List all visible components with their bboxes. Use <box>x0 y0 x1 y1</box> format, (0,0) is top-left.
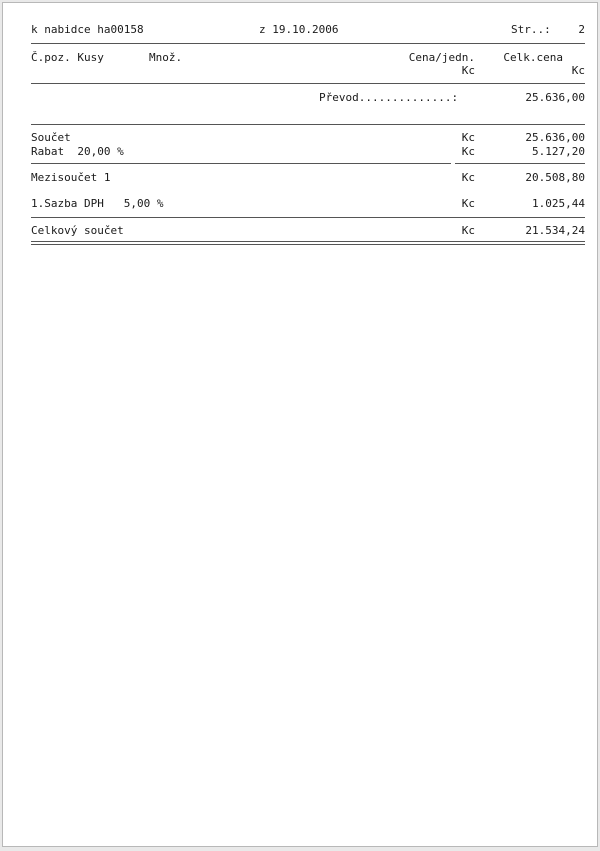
discount-value: 5.127,20 <box>532 145 585 158</box>
vat-label: 1.Sazba DPH 5,00 % <box>31 197 164 210</box>
col-pos-qty: Č.poz. Kusy <box>31 51 104 64</box>
subtotal-currency: Kc <box>461 131 475 144</box>
grand-total-label: Celkový součet <box>31 224 124 237</box>
grand-total-underline-1 <box>31 241 585 242</box>
intermediate-currency: Kc <box>461 171 475 184</box>
doc-reference: k nabidce ha00158 <box>31 23 144 36</box>
col-unit-price: Cena/jedn. <box>408 51 475 64</box>
intermediate-value: 20.508,80 <box>525 171 585 184</box>
col-total-price: Celk.cena <box>503 51 563 64</box>
transfer-label: Převod..............: <box>319 91 459 104</box>
document-page <box>2 2 598 847</box>
grand-total-currency: Kc <box>461 224 475 237</box>
grand-total-value: 21.534,24 <box>525 224 585 237</box>
transfer-value: 25.636,00 <box>525 91 585 104</box>
page-number: 2 <box>578 23 585 36</box>
discount-divider-right <box>455 163 585 164</box>
header-divider <box>31 43 585 44</box>
transfer-divider <box>31 124 585 125</box>
page-label: Str..: <box>511 23 551 36</box>
col-unit-price-currency: Kc <box>461 64 475 77</box>
grand-total-underline-2 <box>31 244 585 245</box>
vat-divider <box>31 217 585 218</box>
vat-value: 1.025,44 <box>532 197 585 210</box>
columns-divider <box>31 83 585 84</box>
col-amount: Množ. <box>149 51 183 64</box>
vat-currency: Kc <box>461 197 475 210</box>
intermediate-label: Mezisoučet 1 <box>31 171 111 184</box>
doc-date: z 19.10.2006 <box>259 23 339 36</box>
col-total-price-currency: Kc <box>571 64 585 77</box>
subtotal-label: Součet <box>31 131 71 144</box>
discount-label: Rabat 20,00 % <box>31 145 124 158</box>
subtotal-value: 25.636,00 <box>525 131 585 144</box>
discount-currency: Kc <box>461 145 475 158</box>
discount-divider-left <box>31 163 451 164</box>
